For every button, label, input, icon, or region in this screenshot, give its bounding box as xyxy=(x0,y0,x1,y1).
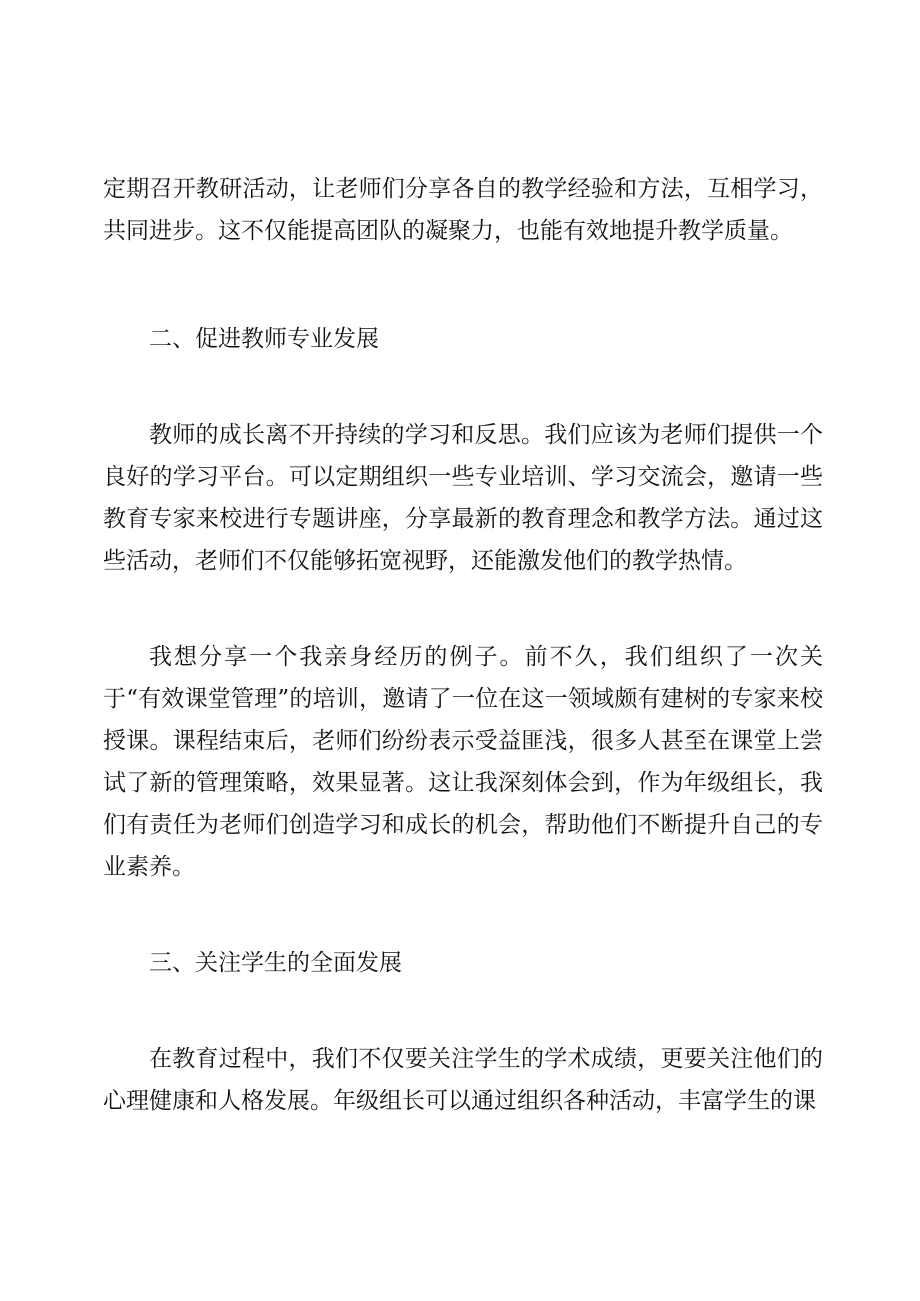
paragraph-spacer xyxy=(103,252,823,318)
section-heading-student-development: 三、关注学生的全面发展 xyxy=(149,950,402,976)
paragraph-student-wellbeing: 在教育过程中，我们不仅要关注学生的学术成绩，更要关注他们的心理健康和人格发展。年级组长可以通过组织各种活动，丰富学生的课 xyxy=(103,1046,823,1114)
paragraph-spacer xyxy=(103,360,823,414)
paragraph-spacer xyxy=(103,582,823,636)
section-heading-teacher-development: 二、促进教师专业发展 xyxy=(149,326,379,352)
document-body xyxy=(103,168,823,1122)
paragraph-spacer xyxy=(103,888,823,942)
paragraph-training-example: 我想分享一个我亲身经历的例子。前不久，我们组织了一次关于“有效课堂管理”的培训，邀请了一位在这一领域颇有建树的专家来校授课。课程结束后，老师们纷纷表示受益匪浅，很多人甚至在课堂上尝试了新的管理策略，效果显著。这让我深刻体会到，作为年级组长，我们有责任为老师们创造学习和成长的机会，帮助他们不断提升自己的专业素养。 xyxy=(103,644,823,880)
paragraph-teacher-growth: 教师的成长离不开持续的学习和反思。我们应该为老师们提供一个良好的学习平台。可以定期组织一些专业培训、学习交流会，邀请一些教育专家来校进行专题讲座，分享最新的教育理念和教学方法。通过这些活动，老师们不仅能够拓宽视野，还能激发他们的教学热情。 xyxy=(103,422,823,574)
paragraph-teaching-research: 定期召开教研活动，让老师们分享各自的教学经验和方法，互相学习，共同进步。这不仅能提高团队的凝聚力，也能有效地提升教学质量。 xyxy=(103,176,823,244)
paragraph-spacer xyxy=(103,984,823,1038)
